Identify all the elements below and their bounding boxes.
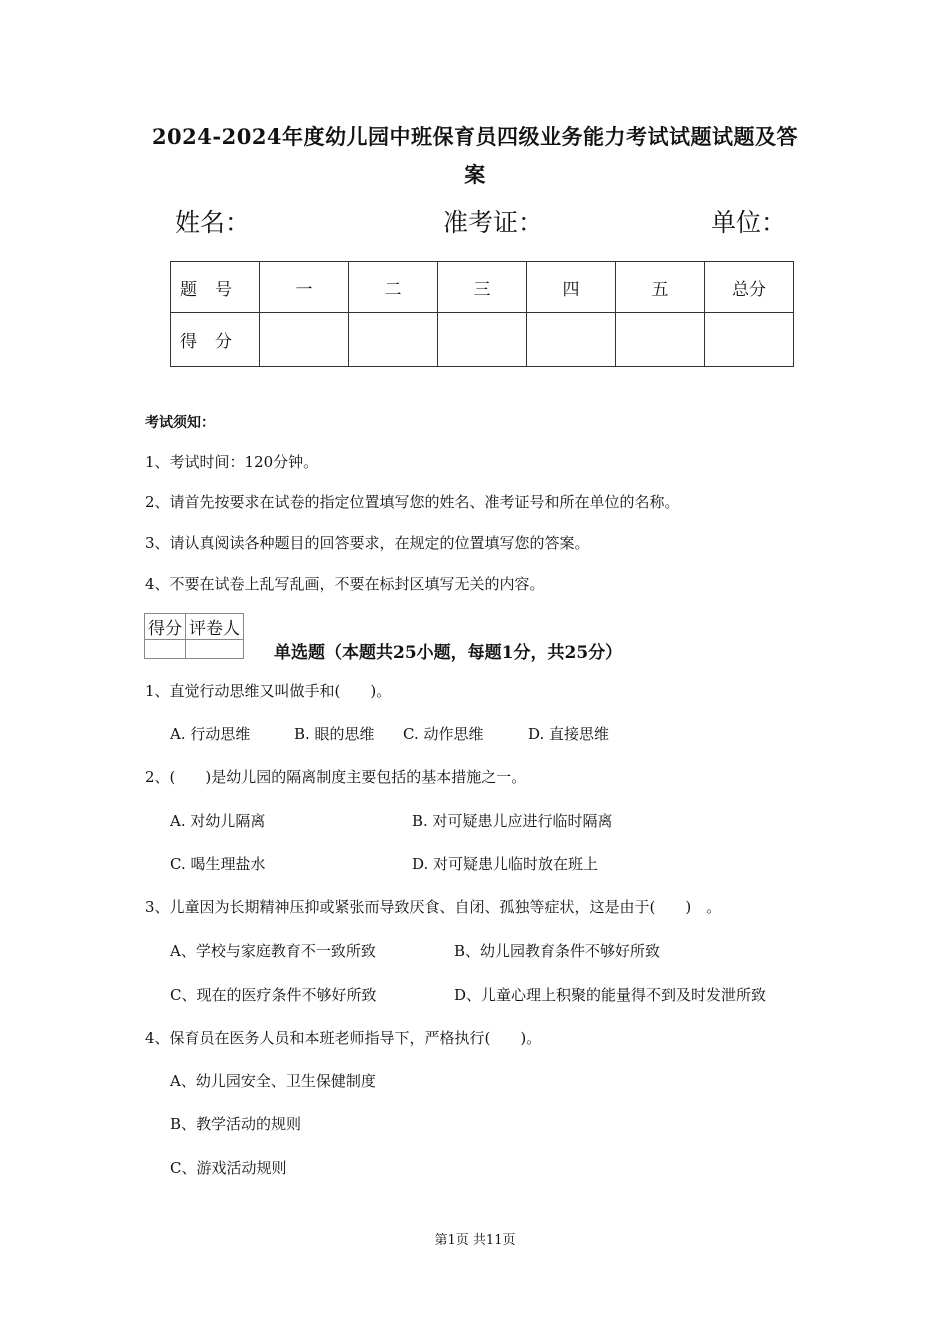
- column-total: 总分: [705, 262, 794, 313]
- score-label: 得分: [171, 313, 260, 367]
- column-4: 四: [527, 262, 616, 313]
- question-option: B、教学活动的规则: [170, 1115, 302, 1133]
- score-cell: [438, 313, 527, 367]
- question-option: C、现在的医疗条件不够好所致: [170, 986, 377, 1004]
- grader-box: [144, 613, 244, 659]
- column-2: 二: [349, 262, 438, 313]
- notice-heading: 考试须知：: [145, 415, 215, 431]
- question-option: B、幼儿园教育条件不够好所致: [454, 942, 661, 960]
- question-option: D. 直接思维: [528, 725, 610, 743]
- score-table-header-row: [171, 262, 794, 313]
- question-option: A、幼儿园安全、卫生保健制度: [170, 1072, 376, 1090]
- grader-score-blank: [145, 640, 186, 659]
- score-cell: [705, 313, 794, 367]
- question-option: A. 行动思维: [170, 725, 251, 743]
- question-option: C. 喝生理盐水: [170, 855, 266, 873]
- grader-box-blank-row: [145, 640, 244, 659]
- score-cell: [527, 313, 616, 367]
- unit-field-label: 单位：: [711, 208, 787, 237]
- title-line-1: 2024-2024年度幼儿园中班保育员四级业务能力考试试题试题及答: [151, 124, 799, 149]
- score-table-score-row: [171, 313, 794, 367]
- question-option: D、儿童心理上积聚的能量得不到及时发泄所致: [454, 986, 767, 1004]
- question-stem: 2、( )是幼儿园的隔离制度主要包括的基本措施之一。: [145, 768, 527, 786]
- page-footer: 第1页 共11页: [434, 1233, 516, 1248]
- notice-item: 3、请认真阅读各种题目的回答要求，在规定的位置填写您的答案。: [145, 534, 590, 552]
- score-table: [170, 261, 794, 367]
- question-stem: 3、儿童因为长期精神压抑或紧张而导致厌食、自闭、孤独等症状，这是由于( ) 。: [145, 898, 722, 916]
- title-line-2: 案: [464, 162, 486, 187]
- grader-name-label: 评卷人: [186, 614, 244, 640]
- notice-item: 2、请首先按要求在试卷的指定位置填写您的姓名、准考证号和所在单位的名称。: [145, 493, 680, 511]
- column-3: 三: [438, 262, 527, 313]
- column-5: 五: [616, 262, 705, 313]
- column-1: 一: [260, 262, 349, 313]
- question-stem: 1、直觉行动思维又叫做手和( )。: [145, 682, 392, 700]
- question-option: B. 对可疑患儿应进行临时隔离: [412, 812, 613, 830]
- score-cell: [260, 313, 349, 367]
- score-cell: [349, 313, 438, 367]
- name-field-label: 姓名：: [175, 208, 251, 237]
- question-option: A. 对幼儿隔离: [170, 812, 266, 830]
- document-title: [120, 118, 830, 194]
- notice-item: 4、不要在试卷上乱写乱画，不要在标封区填写无关的内容。: [145, 575, 545, 593]
- question-option: B. 眼的思维: [294, 725, 375, 743]
- section-title: 单选题（本题共25小题，每题1分，共25分）: [274, 643, 623, 663]
- question-option: C、游戏活动规则: [170, 1159, 287, 1177]
- question-number-label: 题号: [171, 262, 260, 313]
- grader-name-blank: [186, 640, 244, 659]
- question-option: A、学校与家庭教育不一致所致: [170, 942, 376, 960]
- exam-number-field-label: 准考证：: [443, 208, 544, 237]
- question-option: C. 动作思维: [403, 725, 484, 743]
- question-option: D. 对可疑患儿临时放在班上: [412, 855, 599, 873]
- notice-item: 1、考试时间：120分钟。: [145, 453, 319, 471]
- question-stem: 4、保育员在医务人员和本班老师指导下，严格执行( )。: [145, 1029, 542, 1047]
- grader-score-label: 得分: [145, 614, 186, 640]
- score-cell: [616, 313, 705, 367]
- grader-box-header: [145, 614, 244, 640]
